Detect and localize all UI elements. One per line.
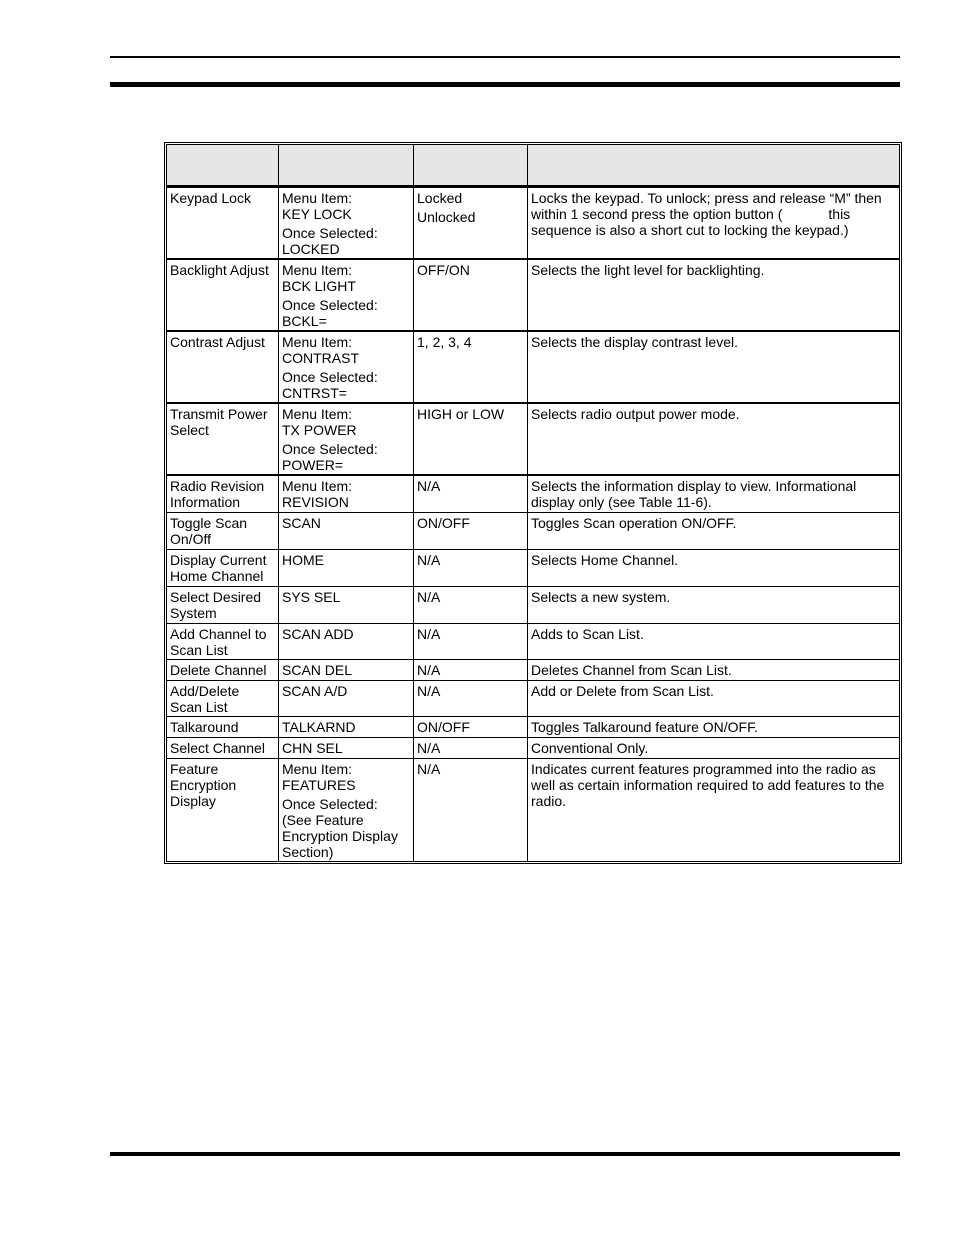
values-cell: N/A	[414, 623, 528, 659]
once-selected-label: Once Selected:	[282, 369, 378, 385]
footer-rule	[110, 1152, 900, 1156]
description-cell: Toggles Talkaround feature ON/OFF.	[528, 716, 900, 737]
menu-item-label: Menu Item:	[282, 334, 353, 350]
values-cell: N/A	[414, 758, 528, 861]
menu-item-label: Menu Item:	[282, 760, 353, 777]
values-cell: N/A	[414, 680, 528, 716]
once-selected-value: POWER=	[282, 457, 344, 473]
description-text: Locks the keypad. To unlock; press and release “M” then within 1 second press the option button (	[531, 190, 882, 222]
header-cell-values	[414, 145, 528, 187]
menu-item-value: FEATURES	[282, 776, 356, 793]
values-cell: N/A	[414, 737, 528, 758]
description-cell: Conventional Only.	[528, 737, 900, 758]
display-cell	[279, 475, 414, 512]
display-cell	[279, 187, 414, 260]
menu-functions-table	[164, 142, 902, 864]
description-cell: Adds to Scan List.	[528, 623, 900, 659]
description-text: this sequence is also a short cut to locking the keypad.)	[531, 206, 851, 238]
description-cell: Selects radio output power mode.	[528, 403, 900, 475]
values-cell: ON/OFF	[414, 716, 528, 737]
description-cell: Selects the light level for backlighting.	[528, 259, 900, 331]
function-cell: Keypad Lock	[167, 187, 279, 260]
once-selected-value: BCKL=	[282, 313, 327, 329]
function-cell: Feature Encryption Display	[167, 758, 279, 861]
description-cell: Selects the display contrast level.	[528, 331, 900, 403]
header-cell-display	[279, 145, 414, 187]
function-cell: Toggle Scan On/Off	[167, 512, 279, 549]
table-row	[167, 623, 900, 659]
display-cell: TALKARND	[279, 716, 414, 737]
function-cell: Delete Channel	[167, 659, 279, 680]
function-cell: Select Channel	[167, 737, 279, 758]
table-row	[167, 680, 900, 716]
menu-item-value: BCK LIGHT	[282, 278, 356, 294]
table-row	[167, 403, 900, 475]
values-cell: N/A	[414, 586, 528, 623]
menu-item-value: KEY LOCK	[282, 206, 352, 222]
header-rule-thick	[110, 82, 900, 87]
display-cell: CHN SEL	[279, 737, 414, 758]
once-selected-label: Once Selected:	[282, 441, 378, 457]
table-row	[167, 512, 900, 549]
function-cell: Radio Revision Information	[167, 475, 279, 512]
table-row	[167, 586, 900, 623]
description-cell: Deletes Channel from Scan List.	[528, 659, 900, 680]
values-cell: ON/OFF	[414, 512, 528, 549]
description-cell	[528, 187, 900, 260]
menu-item-value: REVISION	[282, 494, 349, 510]
function-cell: Backlight Adjust	[167, 259, 279, 331]
value-item: Locked	[417, 190, 463, 206]
table-row	[167, 187, 900, 260]
display-cell: SCAN	[279, 512, 414, 549]
once-selected-value: LOCKED	[282, 241, 340, 257]
values-cell	[414, 187, 528, 260]
display-cell	[279, 331, 414, 403]
values-cell: OFF/ON	[414, 259, 528, 331]
once-selected-label: Once Selected:	[282, 795, 378, 812]
description-cell: Selects the information display to view. Informational display only (see Table 11-6).	[528, 475, 900, 512]
menu-item-label: Menu Item:	[282, 406, 353, 422]
menu-item-label: Menu Item:	[282, 190, 353, 206]
once-selected-value: (See Feature Encryption Display Section)	[282, 811, 398, 860]
values-cell: HIGH or LOW	[414, 403, 528, 475]
table-row	[167, 659, 900, 680]
description-cell: Indicates current features programmed into the radio as well as certain information required to add features to the radio.	[528, 758, 900, 861]
display-cell	[279, 403, 414, 475]
function-cell: Talkaround	[167, 716, 279, 737]
value-item: Unlocked	[417, 209, 476, 225]
table-header-row	[167, 145, 900, 187]
description-cell: Selects a new system.	[528, 586, 900, 623]
display-cell: HOME	[279, 549, 414, 586]
display-cell	[279, 758, 414, 861]
menu-item-value: CONTRAST	[282, 350, 359, 366]
display-cell: SCAN ADD	[279, 623, 414, 659]
function-cell: Add/Delete Scan List	[167, 680, 279, 716]
function-cell: Select Desired System	[167, 586, 279, 623]
header-cell-function	[167, 145, 279, 187]
function-cell: Transmit Power Select	[167, 403, 279, 475]
table-row	[167, 737, 900, 758]
function-cell: Add Channel to Scan List	[167, 623, 279, 659]
table-row	[167, 549, 900, 586]
menu-item-label: Menu Item:	[282, 478, 353, 494]
description-cell: Add or Delete from Scan List.	[528, 680, 900, 716]
table-row	[167, 331, 900, 403]
values-cell: N/A	[414, 475, 528, 512]
table-row	[167, 716, 900, 737]
table-row	[167, 259, 900, 331]
once-selected-value: CNTRST=	[282, 385, 347, 401]
display-cell: SCAN DEL	[279, 659, 414, 680]
menu-item-label: Menu Item:	[282, 262, 353, 278]
header-cell-description	[528, 145, 900, 187]
values-cell: 1, 2, 3, 4	[414, 331, 528, 403]
table-row	[167, 475, 900, 512]
display-cell: SYS SEL	[279, 586, 414, 623]
description-cell: Selects Home Channel.	[528, 549, 900, 586]
values-cell: N/A	[414, 549, 528, 586]
table-row	[167, 758, 900, 861]
once-selected-label: Once Selected:	[282, 225, 378, 241]
once-selected-label: Once Selected:	[282, 297, 378, 313]
menu-item-value: TX POWER	[282, 422, 357, 438]
values-cell: N/A	[414, 659, 528, 680]
header-rule-thin	[110, 56, 900, 58]
display-cell	[279, 259, 414, 331]
function-cell: Display Current Home Channel	[167, 549, 279, 586]
display-cell: SCAN A/D	[279, 680, 414, 716]
function-cell: Contrast Adjust	[167, 331, 279, 403]
description-cell: Toggles Scan operation ON/OFF.	[528, 512, 900, 549]
